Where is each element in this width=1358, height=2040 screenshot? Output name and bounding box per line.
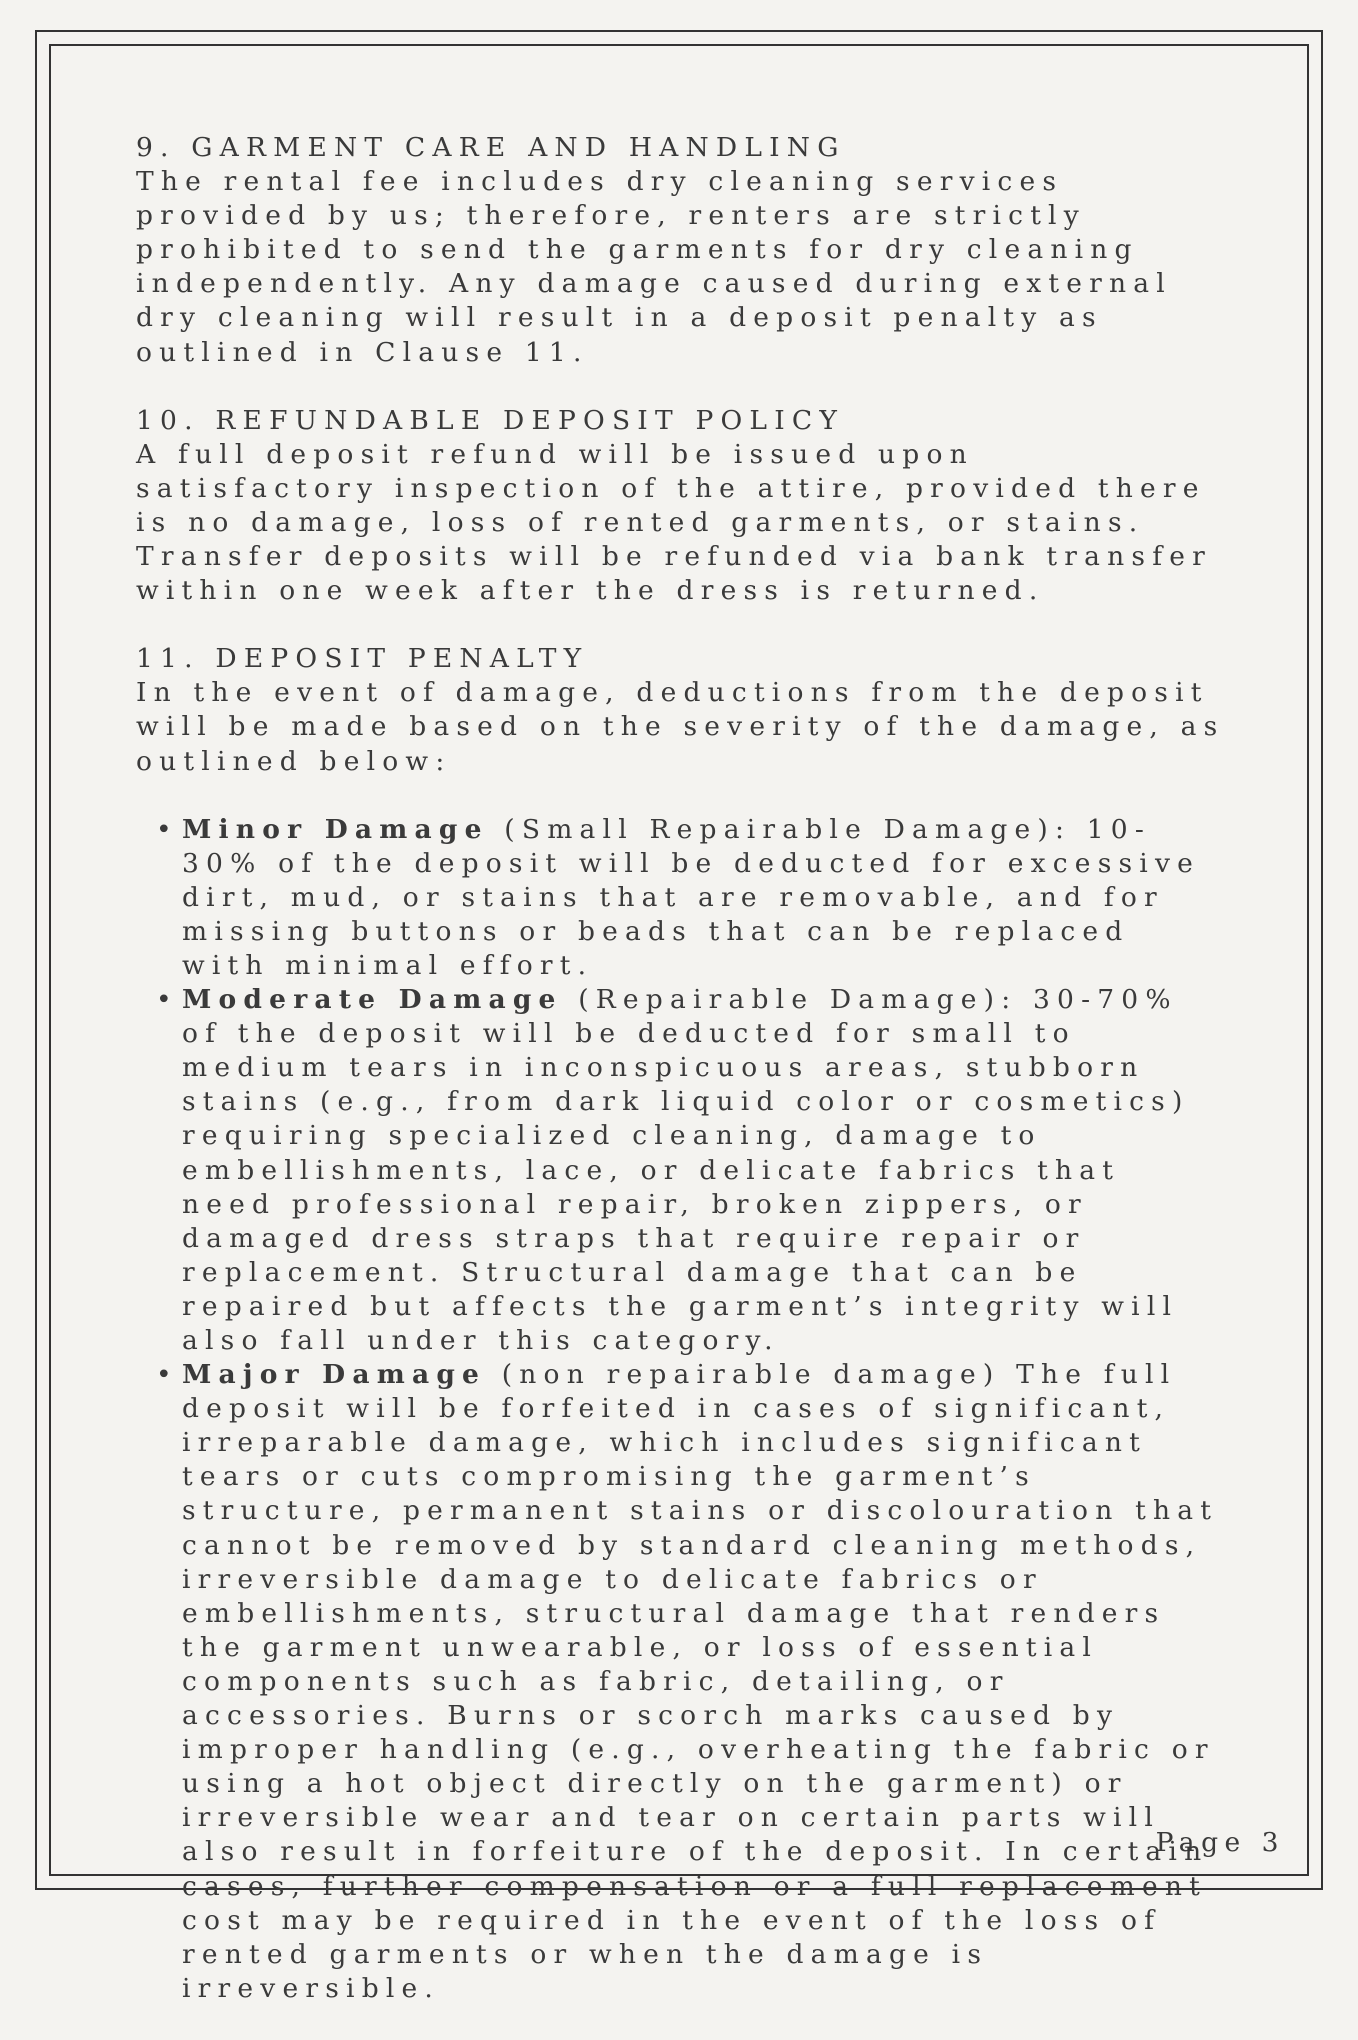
section-heading: 9. GARMENT CARE AND HANDLING bbox=[136, 132, 846, 163]
section-refundable-deposit bbox=[136, 404, 1226, 609]
damage-item-major bbox=[156, 1358, 1226, 2006]
damage-name: Moderate Damage bbox=[182, 984, 563, 1016]
bullet-icon: • bbox=[156, 984, 172, 1016]
section-paragraph: A full deposit refund will be issued upon satisfactory inspection of the attire, provided there is no damage, loss of rented garments, or stains. Transfer deposits will be refunded via bank transfer within one week after the dress is returned. bbox=[136, 438, 1212, 607]
page-number: Page 3 bbox=[1155, 1827, 1285, 1858]
damage-name: Major Damage bbox=[182, 1359, 487, 1391]
damage-list bbox=[136, 813, 1226, 2006]
damage-description: (Repairable Damage): 30-70% of the deposit will be deducted for small to medium tears in inconspicuous areas, stubborn stains (e.g., from dark liquid color or cosmetics) requiring specialized cleaning, damage to embellishments, lace, or delicate fabrics that need professional repair, broken zippers, or damaged dress straps that require repair or replacement. Structural damage that can be repaired but affects the garment’s integrity will also fall under this category. bbox=[182, 984, 1190, 1356]
section-paragraph: In the event of damage, deductions from the deposit will be made based on the severity of the damage, as outlined below: bbox=[136, 677, 1225, 777]
section-garment-care bbox=[136, 131, 1226, 370]
section-heading: 10. REFUNDABLE DEPOSIT POLICY bbox=[136, 404, 845, 436]
section-paragraph: The rental fee includes dry cleaning services provided by us; therefore, renters are strictly prohibited to send the garments for dry cleaning independently. Any damage caused during external dry cleaning will result in a deposit penalty as outlined in Clause 11. bbox=[136, 166, 1172, 368]
section-deposit-penalty bbox=[136, 642, 1226, 2006]
damage-name: Minor Damage bbox=[182, 813, 489, 845]
bullet-icon: • bbox=[156, 813, 172, 845]
damage-item-moderate bbox=[156, 983, 1226, 1358]
damage-description: (Small Repairable Damage): 10-30% of the deposit will be deducted for excessive dirt, mud, or stains that are removable, and for missing buttons or beads that can be replaced with minimal effort. bbox=[182, 813, 1201, 981]
section-heading: 11. DEPOSIT PENALTY bbox=[136, 643, 589, 675]
damage-item-minor bbox=[156, 813, 1226, 983]
document-body bbox=[136, 131, 1226, 2040]
damage-description: (non repairable damage) The full deposit will be forfeited in cases of significant, irreparable damage, which includes significant tears or cuts compromising the garment’s structure, permanent stains or discolouration that cannot be removed by standard cleaning methods, irreversible damage to delicate fabrics or embellishments, structural damage that renders the garment unwearable, or loss of essential components such as fabric, detailing, or accessories. Burns or scorch marks caused by improper handling (e.g., overheating the fabric or using a hot object directly on the garment) or irreversible wear and tear on certain parts will also result in forfeiture of the deposit. In certain cases, further compensation or a full replacement cost may be required in the event of the loss of rented garments or when the damage is irreversible. bbox=[182, 1359, 1219, 2004]
bullet-icon: • bbox=[156, 1359, 172, 1391]
